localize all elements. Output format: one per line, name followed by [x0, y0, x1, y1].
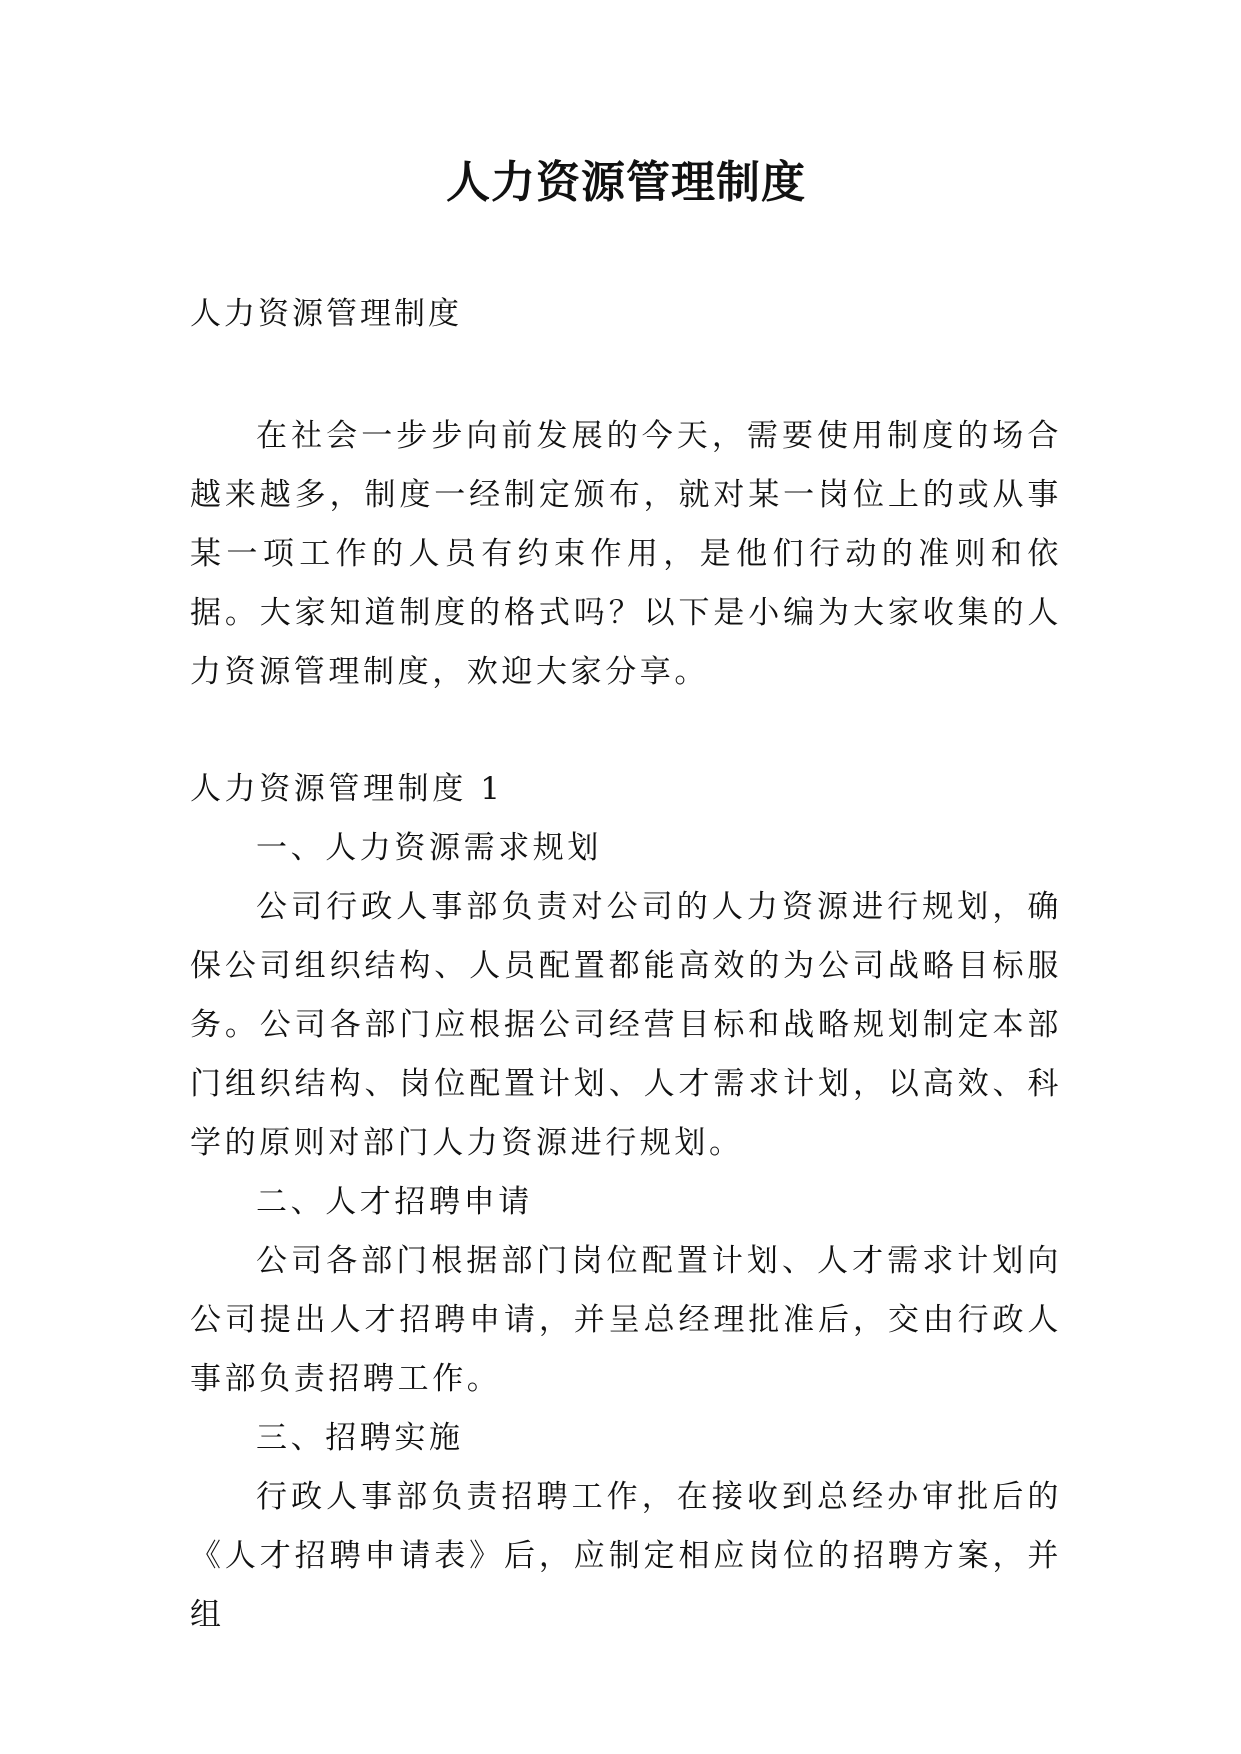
paragraph-3: 行政人事部负责招聘工作，在接收到总经办审批后的《人才招聘申请表》后，应制定相应岗位的招聘方案，并组	[190, 1479, 1062, 1633]
heading-2: 二、人才招聘申请	[256, 1184, 533, 1220]
heading-3: 三、招聘实施	[256, 1420, 464, 1456]
section-1	[190, 760, 1062, 1645]
intro-paragraph: 在社会一步步向前发展的今天，需要使用制度的场合越来越多，制度一经制定颁布，就对某一岗位上的或从事某一项工作的人员有约束作用，是他们行动的准则和依据。大家知道制度的格式吗？以下是小编为大家收集的人力资源管理制度，欢迎大家分享。	[190, 418, 1062, 690]
document-subtitle: 人力资源管理制度	[190, 296, 462, 332]
section-title: 人力资源管理制度 1	[190, 771, 504, 807]
paragraph-1: 公司行政人事部负责对公司的人力资源进行规划，确保公司组织结构、人员配置都能高效的为公司战略目标服务。公司各部门应根据公司经营目标和战略规划制定本部门组织结构、岗位配置计划、人才需求计划，以高效、科学的原则对部门人力资源进行规划。	[190, 889, 1062, 1161]
paragraph-2: 公司各部门根据部门岗位配置计划、人才需求计划向公司提出人才招聘申请，并呈总经理批准后，交由行政人事部负责招聘工作。	[190, 1243, 1062, 1397]
heading-1: 一、人力资源需求规划	[256, 830, 602, 866]
document-title: 人力资源管理制度	[446, 157, 806, 208]
